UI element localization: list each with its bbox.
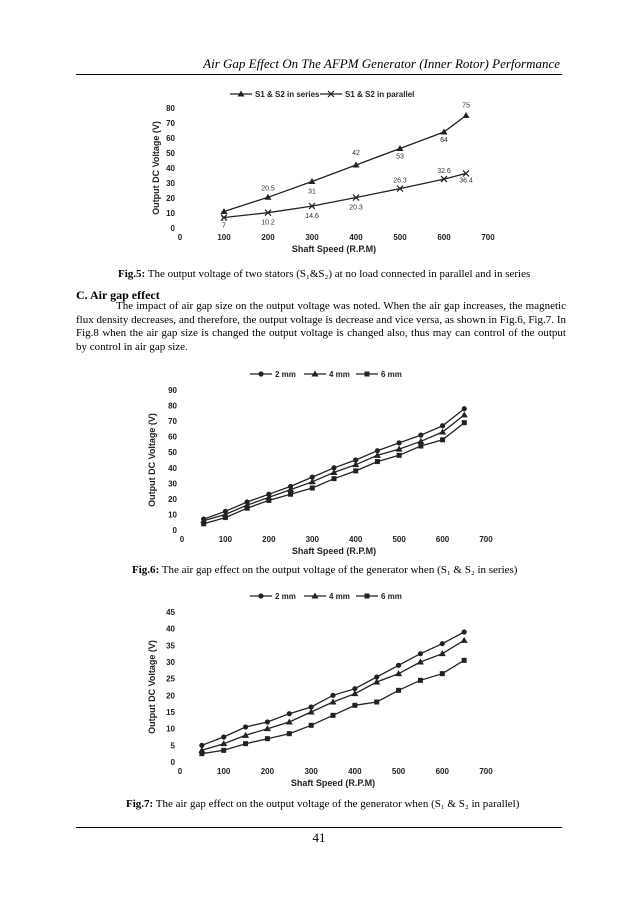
x-axis-title: Shaft Speed (R.P.M) xyxy=(291,546,377,556)
data-point xyxy=(310,486,315,491)
legend-marker xyxy=(258,371,263,376)
running-header: Air Gap Effect On The AFPM Generator (Inner Rotor) Performance xyxy=(203,56,560,71)
x-tick-label: 600 xyxy=(435,535,450,544)
data-point xyxy=(463,112,470,118)
data-point xyxy=(309,723,314,728)
data-point xyxy=(243,724,248,729)
data-label: 42 xyxy=(352,150,360,157)
chart-fig6 xyxy=(146,364,498,558)
chart-fig5-svg xyxy=(150,84,500,262)
y-tick-label: 70 xyxy=(168,417,177,427)
y-tick-label: 70 xyxy=(166,119,175,128)
y-tick-label: 30 xyxy=(168,479,177,489)
data-label: 75 xyxy=(462,102,470,110)
legend-label: 4 mm xyxy=(329,592,350,601)
x-tick-label: 700 xyxy=(479,535,493,544)
y-tick-label: 5 xyxy=(170,741,175,751)
data-point xyxy=(265,736,270,741)
legend-label: 2 mm xyxy=(275,592,296,601)
y-axis-title: Output DC Voltage (V) xyxy=(147,413,157,507)
data-point xyxy=(462,406,467,411)
y-tick-label: 40 xyxy=(168,463,177,473)
data-point xyxy=(397,453,402,458)
data-point xyxy=(351,690,358,696)
section-title: C. Air gap effect xyxy=(76,288,160,302)
data-point xyxy=(201,521,206,526)
data-point xyxy=(243,741,248,746)
data-label: 14.6 xyxy=(305,213,319,221)
data-point xyxy=(418,678,423,683)
y-axis-title: Output DC Voltage (V) xyxy=(151,121,161,215)
y-tick-label: 30 xyxy=(166,179,175,188)
data-label: 20.3 xyxy=(349,204,363,212)
data-point xyxy=(397,440,402,445)
y-tick-label: 10 xyxy=(168,510,177,520)
y-tick-label: 60 xyxy=(168,432,177,442)
y-tick-label: 0 xyxy=(172,526,177,535)
paragraph-text: The impact of air gap size on the output voltage was noted. When the air gap increases, the magnetic flux density decreases, and therefore, the output voltage is decrease and vice versa, as shown in Fig.6, Fig.7. In Fig.8 when the air gap size is changed the output voltage is changed also, thus may can control of the output by control in air gap size. xyxy=(76,300,566,353)
chart-fig5 xyxy=(150,84,500,262)
data-point xyxy=(461,411,468,417)
data-point xyxy=(462,629,467,634)
data-point xyxy=(223,515,228,520)
x-tick-label: 300 xyxy=(304,767,318,776)
caption-fig6 xyxy=(132,564,517,576)
data-point xyxy=(440,437,445,442)
data-point xyxy=(462,420,467,425)
y-tick-label: 50 xyxy=(168,448,177,458)
x-tick-label: 400 xyxy=(349,535,363,544)
legend-marker xyxy=(365,594,370,599)
data-point xyxy=(396,663,401,668)
legend-label: 4 mm xyxy=(329,370,350,379)
data-point xyxy=(199,751,204,756)
y-tick-label: 20 xyxy=(166,194,175,203)
legend-label: 2 mm xyxy=(275,370,296,379)
data-point xyxy=(461,637,468,643)
caption-fig7-label: Fig.7: xyxy=(126,798,154,810)
data-point xyxy=(440,641,445,646)
legend-label: S1 & S2 in parallel xyxy=(345,90,415,99)
caption-fig6-label: Fig.6: xyxy=(132,564,160,576)
y-tick-label: 35 xyxy=(166,641,175,651)
x-tick-label: 400 xyxy=(348,767,362,776)
data-label: 11 xyxy=(220,215,228,223)
data-point xyxy=(462,658,467,663)
caption-fig6-text: The air gap effect on the output voltage of the generator when (S₁ & S₂ in series) xyxy=(161,564,518,576)
caption-fig5 xyxy=(118,268,530,280)
chart-fig7 xyxy=(146,586,498,792)
x-axis-title: Shaft Speed (R.P.M) xyxy=(290,778,376,788)
data-point xyxy=(221,748,226,753)
data-label: 53 xyxy=(396,153,404,161)
x-tick-label: 200 xyxy=(261,233,275,242)
data-point xyxy=(287,711,292,716)
data-point xyxy=(245,506,250,511)
data-point xyxy=(352,703,357,708)
x-tick-label: 500 xyxy=(391,767,406,776)
data-point xyxy=(418,444,423,449)
data-point xyxy=(330,693,335,698)
data-point xyxy=(288,492,293,497)
y-tick-label: 50 xyxy=(166,149,175,158)
data-point xyxy=(374,700,379,705)
data-point xyxy=(221,734,226,739)
data-label: 36.4 xyxy=(459,177,473,185)
data-label: 31 xyxy=(308,188,316,196)
chart-fig6-svg xyxy=(146,364,498,558)
x-tick-label: 600 xyxy=(437,233,451,242)
legend-label: 6 mm xyxy=(381,592,402,601)
x-tick-label: 0 xyxy=(179,535,185,544)
x-tick-label: 500 xyxy=(392,535,406,544)
y-tick-label: 45 xyxy=(166,608,175,617)
section-paragraph xyxy=(76,300,566,354)
caption-fig5-text: The output voltage of two stators (S₁&S₂) at no load connected in parallel and in series xyxy=(147,268,531,280)
data-point xyxy=(418,651,423,656)
data-point xyxy=(332,476,337,481)
series-line xyxy=(204,409,465,519)
y-tick-label: 60 xyxy=(166,134,175,143)
x-tick-label: 500 xyxy=(393,233,407,242)
caption-fig7-text: The air gap effect on the output voltage of the generator when (S₁ & S₂ in parallel) xyxy=(155,798,520,810)
data-point xyxy=(440,671,445,676)
data-point xyxy=(395,670,402,676)
x-tick-label: 400 xyxy=(349,233,363,242)
data-point xyxy=(375,459,380,464)
series-line xyxy=(202,660,464,753)
series-line xyxy=(202,632,464,745)
data-point xyxy=(266,498,271,503)
x-tick-label: 700 xyxy=(479,767,493,776)
x-tick-label: 300 xyxy=(305,233,319,242)
legend-marker xyxy=(258,593,263,598)
y-tick-label: 25 xyxy=(166,674,175,684)
series-line xyxy=(224,173,466,217)
y-axis-title: Output DC Voltage (V) xyxy=(147,640,157,734)
x-tick-label: 100 xyxy=(217,233,231,242)
chart-fig7-svg xyxy=(146,586,498,792)
y-tick-label: 90 xyxy=(168,386,177,395)
y-tick-label: 10 xyxy=(166,209,175,218)
x-axis-title: Shaft Speed (R.P.M) xyxy=(291,244,377,254)
data-point xyxy=(331,713,336,718)
y-tick-label: 10 xyxy=(166,724,175,734)
data-label: 26.3 xyxy=(393,177,407,185)
data-label: 32.6 xyxy=(437,168,451,176)
x-tick-label: 100 xyxy=(217,767,231,776)
y-tick-label: 20 xyxy=(168,494,177,504)
x-tick-label: 200 xyxy=(262,535,276,544)
legend-label: S1 & S2 in series xyxy=(255,90,320,99)
page-number: 41 xyxy=(312,830,326,845)
data-point xyxy=(418,433,423,438)
data-label: 10.2 xyxy=(261,219,275,227)
y-tick-label: 20 xyxy=(166,691,175,701)
y-tick-label: 30 xyxy=(166,658,175,667)
header-rule xyxy=(76,74,562,75)
data-point xyxy=(396,688,401,693)
data-label: 64 xyxy=(440,137,448,144)
data-point xyxy=(287,731,292,736)
y-tick-label: 0 xyxy=(170,224,175,233)
data-label: 20.5 xyxy=(261,185,275,193)
x-tick-label: 200 xyxy=(260,767,275,776)
data-point xyxy=(265,719,270,724)
legend-label: 6 mm xyxy=(381,370,402,379)
y-tick-label: 0 xyxy=(170,758,175,767)
y-tick-label: 15 xyxy=(166,708,175,717)
y-tick-label: 40 xyxy=(166,624,175,634)
data-label: 7 xyxy=(222,222,226,230)
legend-marker xyxy=(365,372,370,377)
x-tick-label: 0 xyxy=(177,233,183,242)
y-tick-label: 80 xyxy=(168,401,177,411)
x-tick-label: 0 xyxy=(177,767,183,776)
caption-fig5-label: Fig.5: xyxy=(118,268,146,280)
x-tick-label: 300 xyxy=(305,535,319,544)
x-tick-label: 600 xyxy=(435,767,449,776)
x-tick-label: 100 xyxy=(218,535,233,544)
caption-fig7 xyxy=(126,798,519,810)
x-tick-label: 700 xyxy=(481,233,495,242)
data-point xyxy=(440,423,445,428)
footer-rule xyxy=(76,827,562,828)
series-line xyxy=(224,116,466,212)
data-point xyxy=(439,650,446,656)
y-tick-label: 40 xyxy=(166,164,175,173)
data-point xyxy=(353,468,358,473)
y-tick-label: 80 xyxy=(166,104,175,113)
